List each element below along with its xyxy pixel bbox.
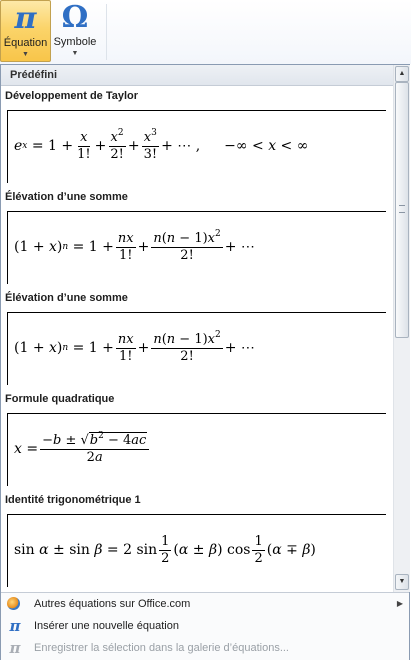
- gallery-item-trig-identity[interactable]: [1, 490, 393, 591]
- scroll-up-arrow-icon[interactable]: ▲: [395, 66, 409, 82]
- gallery-item-binomial[interactable]: [1, 288, 393, 389]
- command-label: Enregistrer la sélection dans la galerie d’équations...: [34, 642, 289, 654]
- pi-icon: π: [9, 617, 21, 635]
- equation-binomial: (1 + x ) n = 1 + $\frac{nx}{1!}$ + $\frac{n(n - 1)x^2}{2!}$ + ⋯: [14, 329, 255, 364]
- equation-preview[interactable]: [7, 110, 386, 183]
- ribbon-group: [0, 0, 411, 64]
- dropdown-arrow-icon: ▼: [22, 51, 29, 58]
- dropdown-arrow-icon: ▼: [71, 50, 79, 57]
- equation-button-label: Équation: [3, 37, 48, 49]
- symbol-button[interactable]: [52, 0, 98, 62]
- save-to-gallery-command[interactable]: [1, 637, 409, 659]
- equation-gallery: [1, 65, 393, 592]
- gallery-item-taylor[interactable]: [1, 86, 393, 187]
- submenu-arrow-icon: ▶: [396, 599, 403, 608]
- ribbon-separator: [106, 4, 107, 60]
- symbol-button-label: Symbole: [53, 36, 97, 48]
- pi-save-icon: π: [9, 639, 21, 657]
- pi-icon: π: [14, 1, 37, 36]
- more-equations-command[interactable]: [1, 593, 409, 615]
- grip-icon: [399, 205, 405, 213]
- equation-preview[interactable]: [7, 514, 386, 587]
- command-label: Autres équations sur Office.com: [34, 598, 191, 610]
- equation-preview[interactable]: [7, 312, 386, 385]
- gallery-item-title: Identité trigonométrique 1: [5, 494, 141, 506]
- gallery-item-quadratic[interactable]: [1, 389, 393, 490]
- gallery-item-title: Élévation d’une somme: [5, 191, 128, 203]
- omega-icon: Ω: [61, 0, 89, 35]
- gallery-item-binomial[interactable]: [1, 187, 393, 288]
- vertical-scrollbar[interactable]: [393, 65, 410, 592]
- scroll-down-arrow-icon[interactable]: ▼: [395, 574, 409, 590]
- equation-taylor: e x = 1 + $\frac{x}{1!}$ + $\frac{x^2}{2!}$ + $\frac{x^3}{3!}$ + ⋯ , −∞ < x < ∞: [14, 127, 309, 162]
- equation-button[interactable]: [0, 0, 51, 62]
- gallery-item-title: Élévation d’une somme: [5, 292, 128, 304]
- equation-binomial: (1 + x ) n = 1 + $\frac{nx}{1!}$ + $\frac{n(n - 1)x^2}{2!}$ + ⋯: [14, 228, 255, 263]
- equation-quadratic: x = $\frac{-b \pm √b^2 - 4ac}{2a}$: [14, 414, 151, 484]
- command-label: Insérer une nouvelle équation: [34, 620, 179, 632]
- gallery-item-title: Développement de Taylor: [5, 90, 139, 102]
- equation-trig: sin α ± sin β = 2 sin $\frac{1}{2}$ ( α ± β ) cos $\frac{1}{2}$ ( α ∓ β ): [14, 533, 316, 566]
- gallery-item-title: Formule quadratique: [5, 393, 115, 405]
- command-list: [1, 592, 409, 660]
- equation-preview[interactable]: [7, 211, 386, 284]
- equation-gallery-dropdown: [0, 64, 410, 660]
- globe-icon: [7, 597, 20, 610]
- scroll-thumb[interactable]: [395, 82, 409, 338]
- insert-new-equation-command[interactable]: [1, 615, 409, 637]
- category-header: Prédéfini: [1, 65, 393, 86]
- equation-preview[interactable]: [7, 413, 386, 486]
